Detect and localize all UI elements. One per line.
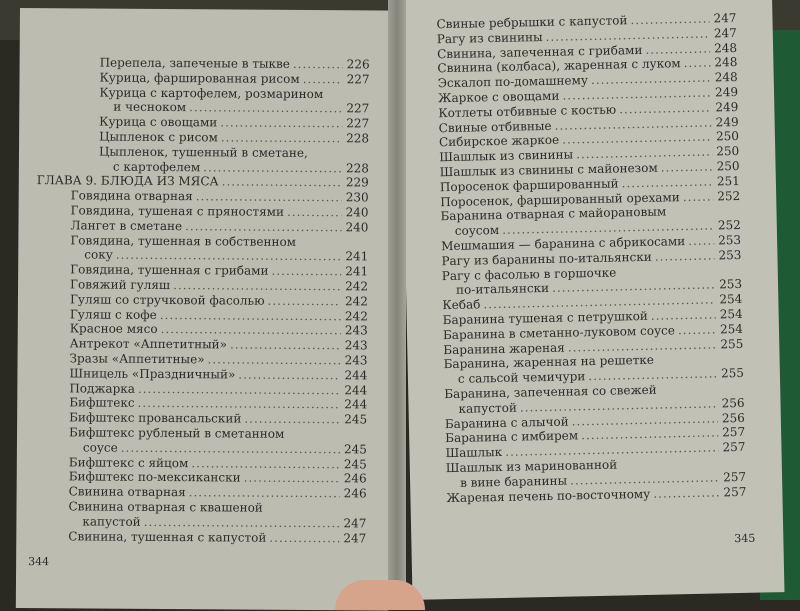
leader-dots	[238, 367, 340, 383]
leader-dots	[161, 322, 341, 338]
toc-page-number: 253	[718, 232, 742, 248]
toc-entry	[54, 529, 366, 546]
toc-page-number: 242	[345, 279, 369, 294]
leader-dots	[138, 396, 341, 412]
toc-entry-title: Говядина, тушеная с пряностями	[70, 203, 285, 219]
right-toc-list	[436, 11, 746, 505]
toc-page-number: 242	[345, 294, 369, 309]
toc-page-number: 244	[344, 382, 368, 397]
toc-page-number: 250	[716, 158, 740, 174]
leader-dots	[287, 205, 342, 220]
leader-dots	[121, 440, 340, 456]
leader-dots	[138, 381, 340, 397]
toc-page-number: 226	[346, 57, 370, 72]
leader-dots	[191, 456, 340, 472]
leader-dots	[203, 160, 342, 176]
toc-entry-title: Рагу с фасолью в горшочке	[441, 265, 617, 283]
toc-page-number: 257	[723, 469, 747, 485]
leader-dots	[221, 130, 342, 146]
toc-page-number: 242	[344, 308, 368, 323]
toc-entry-title: Шашлык	[445, 445, 503, 461]
leader-dots	[303, 72, 343, 87]
toc-page-number: 249	[715, 99, 739, 115]
toc-entry-continuation: с картофелем	[112, 159, 201, 174]
toc-page-number: 241	[345, 249, 369, 264]
toc-entry-title: Сибирское жаркое	[438, 133, 560, 150]
toc-page-number: 257	[722, 425, 746, 440]
toc-page-number: 250	[715, 129, 740, 144]
finger	[335, 580, 425, 610]
toc-page-number: 252	[717, 218, 741, 233]
toc-page-number: 244	[344, 368, 368, 383]
toc-entry-title: Курица с овощами	[99, 114, 218, 130]
toc-entry-title: Поросенок, фаршированный орехами	[440, 189, 680, 209]
leader-dots	[661, 159, 713, 175]
toc-entry-title: Баранина тушеная с петрушкой	[442, 308, 648, 328]
toc-entry	[56, 218, 368, 235]
left-toc-list	[36, 55, 370, 545]
toc-entry-title: Баранина отварная с майорановым	[440, 204, 667, 224]
toc-entry	[57, 144, 369, 176]
toc-page-number: 257	[722, 439, 746, 455]
toc-entry-title: Бифштекс	[69, 395, 135, 411]
toc-entry	[57, 70, 369, 87]
toc-entry-continuation: соусом	[454, 223, 500, 239]
toc-page-number: 256	[721, 410, 745, 425]
toc-entry-title: Шашлык из маринованной	[445, 457, 618, 476]
toc-entry-title: Рагу из свинины	[436, 29, 543, 47]
leader-dots	[222, 175, 342, 191]
toc-entry-title: Баранина, запеченная со свежей	[444, 382, 657, 402]
toc-page-number: 240	[345, 205, 369, 220]
toc-page-number: 247	[713, 25, 737, 41]
toc-entry-title: Свиные ребрышки с капустой	[436, 13, 628, 32]
leader-dots	[189, 101, 342, 117]
leader-dots	[653, 485, 719, 501]
toc-page-number: 247	[343, 515, 367, 531]
leader-dots	[208, 352, 341, 368]
toc-page-number: 248	[714, 55, 738, 70]
toc-page-number: 252	[717, 188, 741, 203]
leader-dots	[269, 530, 339, 545]
toc-entry-continuation: соку	[84, 247, 113, 263]
toc-entry-title: Рагу из баранины по-итальянски	[441, 249, 652, 268]
toc-entry	[55, 425, 367, 457]
toc-page-number: 249	[715, 114, 739, 129]
leader-dots	[684, 56, 711, 71]
leader-dots	[678, 322, 716, 338]
toc-page-number: 227	[346, 101, 370, 116]
leader-dots	[655, 248, 715, 264]
toc-entry-title: Баранина жареная	[443, 340, 565, 357]
toc-page-number: 253	[718, 247, 742, 263]
toc-entry-title: Жаркое с овощами	[437, 88, 560, 106]
leader-dots	[189, 485, 340, 501]
leader-dots	[185, 219, 341, 235]
toc-page-number: 229	[345, 175, 369, 190]
toc-entry-title: Говядина, тушенная с грибами	[70, 262, 269, 278]
leader-dots	[220, 116, 342, 132]
leader-dots	[293, 57, 343, 72]
toc-page-number: 247	[343, 530, 367, 545]
toc-page-number: 243	[344, 338, 368, 353]
toc-entry-title: Свинина (колбаса), жаренная с луком	[437, 56, 681, 76]
toc-page-number: 227	[346, 116, 370, 131]
toc-entry	[443, 351, 744, 387]
book-gutter	[388, 0, 406, 600]
toc-entry-title: ГЛАВА 9. БЛЮДА ИЗ МЯСА	[36, 173, 219, 189]
leader-dots	[645, 41, 710, 57]
toc-entry-title: Котлеты отбивные с костью	[438, 102, 617, 121]
toc-entry-title: Лангет в сметане	[70, 218, 183, 233]
toc-entry	[54, 499, 366, 531]
toc-entry-title: Курица с картофелем, розмарином	[99, 85, 324, 101]
toc-entry-title: Баранина с алычой	[444, 414, 569, 431]
toc-entry-title: Бифштекс по-мексикански	[68, 469, 241, 485]
toc-entry-title: Бифштекс рубленый в сметанном	[68, 425, 285, 441]
toc-entry-title: Бифштекс с яйцом	[68, 454, 189, 470]
toc-page-number: 248	[714, 40, 738, 56]
toc-entry-title: Говядина отварная	[70, 188, 193, 204]
leader-dots	[244, 412, 340, 427]
right-page-number: 345	[734, 531, 756, 546]
toc-entry-continuation: капустой	[82, 514, 141, 529]
left-page	[16, 8, 392, 611]
toc-entry-continuation: в вине баранины	[459, 473, 568, 490]
toc-entry-title: Свинина, запеченная с грибами	[436, 42, 643, 61]
toc-page-number: 228	[346, 131, 370, 146]
leader-dots	[688, 233, 714, 248]
left-page-number: 344	[28, 555, 50, 569]
toc-page-number: 245	[343, 441, 367, 457]
leader-dots	[173, 278, 341, 294]
toc-entry-title: Гуляш с кофе	[69, 306, 157, 322]
toc-page-number: 245	[343, 456, 367, 471]
leader-dots	[196, 189, 342, 205]
toc-page-number: 230	[345, 190, 369, 205]
toc-entry-title: Свинина, тушенная с капустой	[68, 528, 267, 545]
toc-entry-title: Курица, фаршированная рисом	[99, 70, 300, 86]
toc-page-number: 243	[344, 353, 368, 368]
toc-entry-title: Эскалоп по-домашнему	[437, 73, 589, 91]
toc-entry	[57, 85, 369, 117]
toc-entry-title: Цыпленок с рисом	[99, 129, 218, 145]
toc-entry-title: Свинина отварная с квашеной	[68, 499, 263, 515]
toc-entry-title: Свинина отварная	[68, 484, 186, 500]
leader-dots	[683, 189, 714, 204]
leader-dots	[651, 307, 716, 323]
toc-page-number: 254	[719, 306, 743, 322]
toc-page-number: 228	[345, 160, 369, 176]
toc-page-number: 240	[345, 220, 369, 235]
toc-page-number: 246	[343, 471, 367, 486]
toc-entry-continuation: и чесноком	[113, 100, 187, 115]
toc-entry-title: Цыпленок, тушенный в сметане,	[98, 144, 308, 160]
toc-entry	[56, 233, 368, 265]
toc-entry-title: Баранина, жаренная на решетке	[443, 353, 655, 372]
toc-entry-continuation: соусе	[82, 440, 118, 455]
leader-dots	[588, 367, 717, 384]
leader-dots	[271, 264, 341, 279]
toc-entry-title: Шашлык из свинины	[439, 147, 574, 165]
leader-dots	[144, 515, 340, 531]
toc-page-number: 246	[343, 486, 367, 501]
leader-dots	[568, 337, 717, 355]
leader-dots	[160, 308, 341, 324]
leader-dots	[244, 471, 340, 486]
toc-page-number: 254	[719, 321, 744, 337]
toc-page-number: 249	[714, 84, 739, 100]
toc-page-number: 255	[720, 336, 744, 351]
toc-entry-title: Мешмашия — баранина с абрикосами	[441, 234, 686, 254]
toc-entry-continuation: по-итальянски	[455, 281, 550, 298]
toc-entry-title: Шницель «Праздничный»	[69, 366, 236, 382]
toc-page-number: 257	[723, 484, 747, 499]
toc-page-number: 254	[719, 292, 743, 307]
toc-page-number: 243	[344, 323, 368, 338]
toc-entry-title: Свиные отбивные	[438, 118, 552, 135]
toc-entry-title: Шашлык из свинины с майонезом	[439, 160, 658, 180]
leader-dots	[230, 338, 341, 354]
toc-page-number: 241	[345, 264, 369, 279]
toc-entry-continuation: с сальсой чемичури	[457, 369, 586, 386]
toc-entry-title: Красное мясо	[69, 321, 158, 337]
toc-page-number: 251	[716, 173, 741, 189]
toc-entry-title: Поросенок фаршированный	[439, 176, 619, 194]
toc-page-number: 250	[716, 144, 740, 159]
toc-page-number: 256	[721, 395, 745, 411]
leader-dots	[116, 248, 342, 264]
toc-page-number: 244	[344, 397, 368, 412]
toc-entry-title: Гуляш со стручковой фасолью	[69, 292, 265, 308]
leader-dots	[630, 12, 709, 28]
toc-entry-continuation: капустой	[458, 400, 518, 416]
toc-entry-title: Перепела, запеченые в тыкве	[99, 55, 290, 71]
toc-page-number: 247	[713, 10, 737, 26]
toc-entry-title: Бифштекс провансальский	[69, 410, 242, 426]
toc-page-number: 255	[720, 366, 745, 381]
toc-page-number: 245	[344, 412, 368, 427]
toc-entry-title: Говядина, тушенная в собственном	[70, 232, 297, 249]
toc-entry-title: Баранина с имбирем	[445, 428, 579, 446]
toc-entry-title: Антрекот «Аппетитный»	[69, 336, 228, 352]
toc-entry-title: Баранина в сметанно-луковом соусе	[442, 323, 676, 342]
toc-page-number: 253	[718, 277, 743, 292]
toc-entry-title: Поджарка	[69, 380, 136, 396]
right-page	[400, 0, 784, 600]
leader-dots	[267, 293, 341, 308]
toc-entry-title: Кебаб	[442, 297, 481, 313]
toc-entry-title: Зразы «Аппетитные»	[69, 351, 205, 367]
toc-page-number: 248	[714, 70, 738, 85]
toc-page-number: 227	[346, 72, 370, 87]
toc-entry-title: Жареная печень по-восточному	[446, 486, 651, 505]
toc-entry-title: Говяжий гуляш	[70, 277, 171, 293]
